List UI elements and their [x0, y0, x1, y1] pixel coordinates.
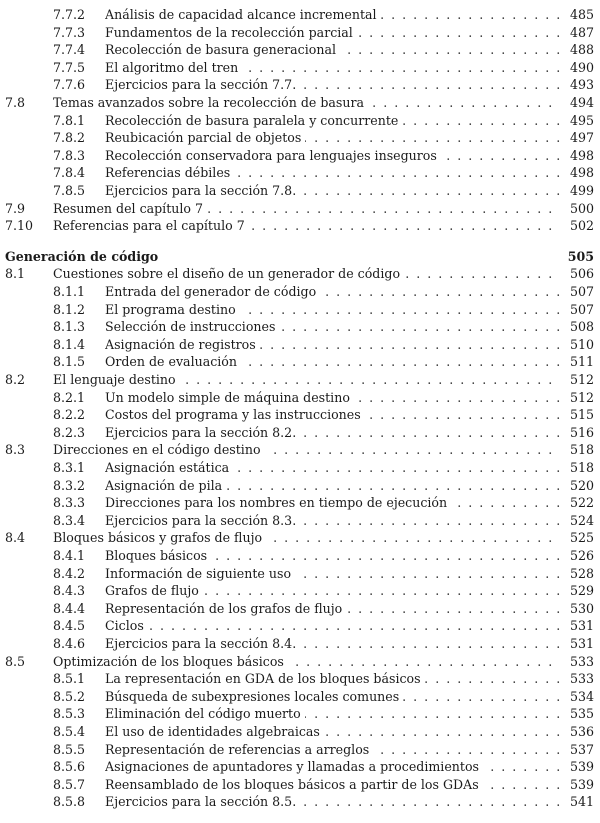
toc-entry-title: Fundamentos de la recolección parcial . . . — [105, 24, 560, 42]
toc-entry-title: La representación en GDA de los bloques básicos . . . — [105, 670, 560, 688]
toc-entry-page: 524 — [569, 512, 594, 528]
toc-entry-title: Representación de los grafos de flujo . . . — [105, 600, 560, 618]
toc-entry-page: 488 — [569, 42, 594, 58]
toc-entry-title: Ejercicios para la sección 7.8. . . . — [105, 182, 560, 200]
toc-entry-title: Ejercicios para la sección 8.4. . . . — [105, 635, 560, 653]
toc-entry[interactable] — [0, 301, 600, 319]
toc-entry-page: 534 — [569, 688, 594, 704]
toc-entry[interactable] — [0, 76, 600, 94]
toc-entry-number: 8.3.1 — [53, 460, 86, 475]
toc-entry-page: 499 — [569, 183, 594, 198]
toc-entry-page: 536 — [569, 724, 594, 739]
toc-entry[interactable] — [0, 336, 600, 354]
toc-entry-page: 497 — [569, 130, 594, 146]
toc-entry[interactable] — [0, 494, 600, 512]
toc-entry[interactable] — [0, 129, 600, 147]
toc-entry-number: 8.3.2 — [53, 477, 86, 493]
toc-entry[interactable] — [0, 182, 600, 200]
toc-entry[interactable] — [0, 635, 600, 653]
toc-entry-page: 537 — [569, 741, 594, 757]
toc-entry-page: 506 — [569, 266, 594, 282]
toc-entry-title: Asignación de registros . . . — [105, 336, 560, 354]
toc-entry-title: El programa destino . . . — [105, 301, 560, 319]
toc-entry-title: Bloques básicos y grafos de flujo . . . — [53, 529, 560, 547]
toc-entry[interactable] — [0, 147, 600, 165]
toc-entry-number: 7.7.4 — [53, 42, 86, 58]
toc-entry-page: 518 — [569, 460, 594, 475]
toc-entry-page: 510 — [569, 336, 594, 352]
toc-entry-page: 531 — [569, 618, 594, 634]
toc-entry-page: 535 — [569, 706, 594, 722]
toc-entry-number: 8.4.5 — [53, 618, 86, 634]
toc-entry[interactable] — [0, 670, 600, 688]
toc-entry-title: Referencias débiles . . . — [105, 164, 560, 182]
toc-entry[interactable] — [0, 318, 600, 336]
toc-entry-title: Análisis de capacidad alcance incremental . . . — [105, 6, 560, 24]
toc-entry[interactable] — [0, 94, 600, 112]
toc-entry[interactable] — [0, 24, 600, 42]
toc-entry[interactable] — [0, 617, 600, 635]
toc-entry-page: 487 — [569, 24, 594, 40]
toc-entry[interactable] — [0, 164, 600, 182]
toc-entry-number: 7.9 — [5, 200, 26, 216]
toc-entry-page: 529 — [569, 583, 594, 599]
toc-entry-title: Eliminación del código muerto . . . — [105, 705, 560, 723]
toc-entry-page: 518 — [569, 442, 594, 458]
toc-entry-title: Asignación de pila . . . — [105, 477, 560, 495]
toc-entry-title: Un modelo simple de máquina destino . . . — [105, 389, 560, 407]
toc-entry-title: Ciclos . . . — [105, 617, 560, 635]
toc-entry[interactable] — [0, 283, 600, 301]
toc-entry-page: 516 — [569, 424, 594, 440]
toc-entry-number: 8.5.4 — [53, 724, 86, 739]
toc-entry-number: 8.2 — [5, 372, 26, 387]
toc-entry-title: Bloques básicos . . . — [105, 547, 560, 565]
toc-entry-number: 8.5.1 — [53, 671, 86, 687]
toc-entry-number: 8.5.6 — [53, 759, 86, 775]
toc-entry-number: 7.8.4 — [53, 165, 86, 181]
toc-entry[interactable] — [0, 41, 600, 59]
toc-entry[interactable] — [0, 793, 600, 811]
toc-entry[interactable] — [0, 565, 600, 583]
toc-entry-title: Direcciones en el código destino . . . — [53, 441, 560, 459]
toc-entry[interactable] — [0, 59, 600, 77]
toc-entry-page: 485 — [569, 7, 594, 22]
toc-entry[interactable] — [0, 758, 600, 776]
toc-entry-title: El uso de identidades algebraicas . . . — [105, 723, 560, 741]
toc-entry-title: Ejercicios para la sección 7.7. . . . — [105, 76, 560, 94]
toc-entry-title: Reensamblado de los bloques básicos a partir de los GDAs . . . — [105, 776, 560, 794]
toc-entry-title: Costos del programa y las instrucciones . . . — [105, 406, 560, 424]
toc-entry-page: 530 — [569, 600, 594, 616]
toc-entry-number: 8.1 — [5, 266, 26, 282]
toc-entry-number: 7.8.3 — [53, 147, 86, 163]
toc-entry-number: 7.7.5 — [53, 59, 86, 75]
toc-entry-number: 8.5.2 — [53, 688, 86, 704]
toc-entry-title: Ejercicios para la sección 8.2. . . . — [105, 424, 560, 442]
toc-entry-title: Grafos de flujo . . . — [105, 582, 560, 600]
toc-entry-number: 8.1.5 — [53, 354, 86, 370]
toc-entry-title: Entrada del generador de código . . . — [105, 283, 560, 301]
toc-entry-title: Referencias para el capítulo 7 . . . — [53, 217, 560, 235]
toc-entry-page: 511 — [569, 354, 594, 370]
toc-entry[interactable] — [0, 741, 600, 759]
toc-entry-number: 7.7.2 — [53, 7, 86, 22]
toc-entry[interactable] — [0, 389, 600, 407]
toc-entry-title: Recolección de basura generacional . . . — [105, 41, 560, 59]
toc-chapter-heading[interactable] — [0, 248, 600, 266]
toc-entry-page: 508 — [569, 319, 594, 335]
toc-entry-title: Asignaciones de apuntadores y llamadas a procedimientos . . . — [105, 758, 560, 776]
toc-entry-page: 531 — [569, 636, 594, 651]
toc-entry[interactable] — [0, 723, 600, 741]
toc-entry-page: 533 — [569, 653, 594, 669]
toc-entry[interactable] — [0, 600, 600, 618]
toc-entry-page: 493 — [569, 77, 594, 93]
toc-entry-number: 8.4.2 — [53, 565, 86, 581]
toc-entry-page: 502 — [569, 218, 594, 234]
toc-entry[interactable] — [0, 217, 600, 235]
toc-entry-page: 512 — [569, 389, 594, 405]
toc-entry-page: 539 — [569, 759, 594, 775]
toc-entry-title: Optimización de los bloques básicos . . . — [53, 653, 560, 671]
toc-entry-title: Temas avanzados sobre la recolección de basura . . . — [53, 94, 560, 112]
toc-entry-title: Cuestiones sobre el diseño de un generador de código . . . — [53, 265, 560, 283]
toc-entry-page: 495 — [569, 112, 594, 128]
toc-entry-page: 526 — [569, 548, 594, 563]
toc-entry-title: Recolección conservadora para lenguajes inseguros . . . — [105, 147, 560, 165]
toc-entry-number: 8.5 — [5, 653, 26, 669]
toc-entry-page: 520 — [569, 477, 594, 493]
toc-entry-title: Resumen del capítulo 7 . . . — [53, 200, 560, 218]
toc-entry-title: El lenguaje destino . . . — [53, 371, 560, 389]
toc-entry-title: Información de siguiente uso . . . — [105, 565, 560, 583]
toc-entry-number: 8.2.3 — [53, 424, 86, 440]
toc-entry-title: Recolección de basura paralela y concurrente . . . — [105, 112, 560, 130]
toc-entry[interactable] — [0, 353, 600, 371]
chapter-page: 505 — [567, 248, 594, 264]
toc-entry-page: 533 — [569, 671, 594, 687]
toc-entry-number: 8.5.5 — [53, 741, 86, 757]
toc-entry-number: 8.1.1 — [53, 284, 86, 299]
toc-entry-title: Asignación estática . . . — [105, 459, 560, 477]
toc-entry-page: 490 — [569, 59, 594, 75]
toc-entry-number: 8.4.3 — [53, 583, 86, 599]
toc-entry-number: 8.3.3 — [53, 495, 86, 511]
toc-entry-number: 8.2.2 — [53, 407, 86, 423]
toc-entry[interactable] — [0, 512, 600, 530]
toc-entry-title: Ejercicios para la sección 8.3. . . . — [105, 512, 560, 530]
toc-entry-number: 8.3 — [5, 442, 26, 458]
chapter-title: Generación de código — [5, 248, 560, 266]
toc-entry-page: 507 — [569, 301, 594, 317]
toc-entry-page: 500 — [569, 200, 594, 216]
toc-entry-title: Búsqueda de subexpresiones locales comunes . . . — [105, 688, 560, 706]
toc-entry-page: 512 — [569, 372, 594, 387]
toc-entry[interactable] — [0, 371, 600, 389]
toc-entry-page: 541 — [569, 794, 594, 810]
toc-entry[interactable] — [0, 547, 600, 565]
toc-entry-title: El algoritmo del tren . . . — [105, 59, 560, 77]
toc-entry-number: 8.3.4 — [53, 512, 86, 528]
toc-entry[interactable] — [0, 406, 600, 424]
toc-entry-page: 515 — [569, 407, 594, 423]
toc-entry-page: 498 — [569, 165, 594, 181]
toc-entry-title: Selección de instrucciones . . . — [105, 318, 560, 336]
toc-entry[interactable] — [0, 441, 600, 459]
toc-entry[interactable] — [0, 529, 600, 547]
toc-entry[interactable] — [0, 477, 600, 495]
toc-entry-number: 7.8.5 — [53, 183, 86, 198]
toc-entry-page: 525 — [569, 530, 594, 546]
toc-entry[interactable] — [0, 424, 600, 442]
toc-entry-page: 507 — [569, 284, 594, 299]
toc-entry-page: 494 — [569, 95, 594, 110]
toc-entry[interactable] — [0, 265, 600, 283]
toc-entry-title: Orden de evaluación . . . — [105, 353, 560, 371]
toc-entry-number: 7.7.3 — [53, 24, 86, 40]
toc-entry[interactable] — [0, 6, 600, 24]
toc-entry[interactable] — [0, 200, 600, 218]
toc-entry[interactable] — [0, 459, 600, 477]
toc-entry-title: Direcciones para los nombres en tiempo de ejecución . . . — [105, 494, 560, 512]
toc-entry-number: 8.5.7 — [53, 776, 86, 792]
toc-entry-page: 498 — [569, 147, 594, 163]
toc-entry-number: 8.4.4 — [53, 600, 86, 616]
toc-entry-page: 528 — [569, 565, 594, 581]
toc-entry-title: Reubicación parcial de objetos . . . — [105, 129, 560, 147]
toc-entry-title: Ejercicios para la sección 8.5. . . . — [105, 793, 560, 811]
toc-entry-number: 8.1.3 — [53, 319, 86, 335]
toc-entry[interactable] — [0, 112, 600, 130]
toc-entry[interactable] — [0, 705, 600, 723]
toc-entry-number: 8.2.1 — [53, 389, 86, 405]
toc-entry-number: 8.1.4 — [53, 336, 86, 352]
toc-entry[interactable] — [0, 776, 600, 794]
toc-entry-number: 8.5.3 — [53, 706, 86, 722]
toc-entry-number: 8.4.1 — [53, 548, 86, 563]
toc-entry-number: 8.5.8 — [53, 794, 86, 810]
toc-entry-number: 8.4.6 — [53, 636, 86, 651]
toc-entry-page: 522 — [569, 495, 594, 511]
toc-entry[interactable] — [0, 582, 600, 600]
toc-entry-number: 7.8.1 — [53, 112, 86, 128]
toc-entry-page: 539 — [569, 776, 594, 792]
toc-entry-number: 8.1.2 — [53, 301, 86, 317]
toc-entry-number: 7.8 — [5, 95, 26, 110]
toc-entry-number: 7.10 — [5, 218, 34, 234]
toc-entry-number: 7.8.2 — [53, 130, 86, 146]
toc-entry-number: 7.7.6 — [53, 77, 86, 93]
toc-entry-title: Representación de referencias a arreglos . . . — [105, 741, 560, 759]
toc-entry-number: 8.4 — [5, 530, 26, 546]
toc-entry[interactable] — [0, 653, 600, 671]
toc-entry[interactable] — [0, 688, 600, 706]
